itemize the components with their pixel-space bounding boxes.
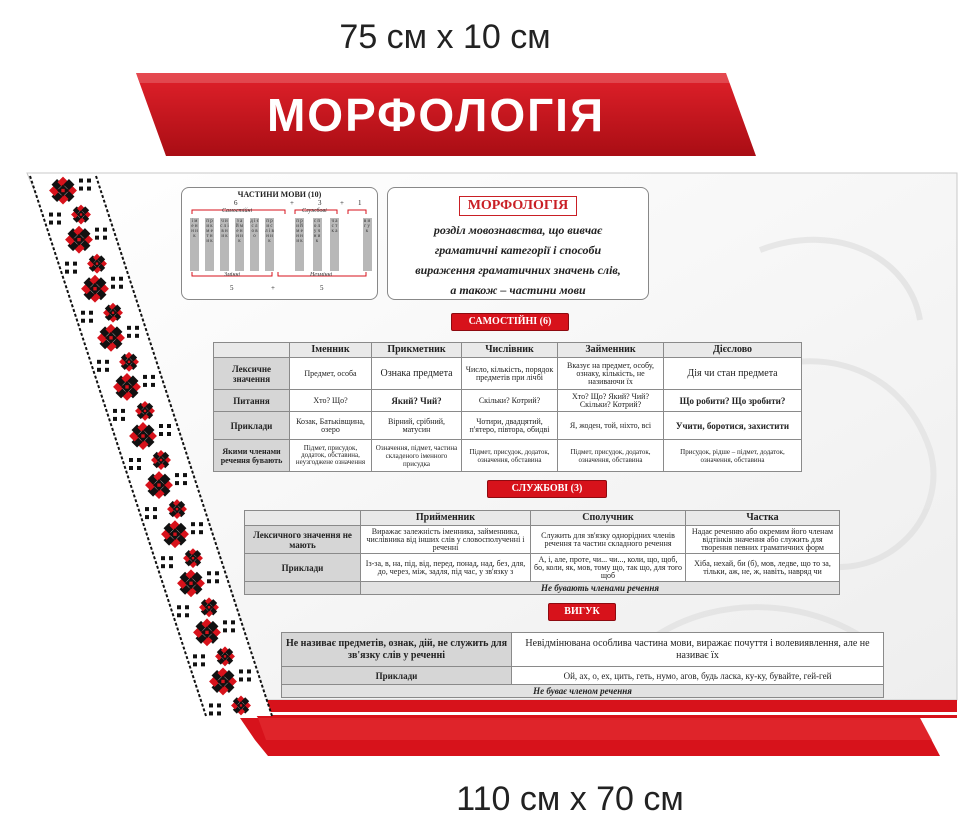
table-cell: Вірний, срібний, матусин xyxy=(372,412,462,440)
count-independent: 6 xyxy=(234,199,238,207)
table-cell: Скільки? Котрий? xyxy=(462,390,558,412)
table-row xyxy=(282,633,884,667)
service-parts-table xyxy=(244,510,840,595)
table-cell: Вказує на предмет, особу, ознаку, кількість, не називаючи їх xyxy=(558,358,664,390)
table-cell: Що робити? Що зробити? xyxy=(664,390,802,412)
changeable-label: Змінні xyxy=(224,272,241,278)
row-label: Якими членами речення бувають xyxy=(214,440,290,472)
definition-box xyxy=(387,187,649,300)
row-label: Лексичне значення xyxy=(214,358,290,390)
banner-title: МОРФОЛОГІЯ xyxy=(266,89,606,141)
bottom-count: 5 xyxy=(230,284,234,292)
group-service-label: Службові xyxy=(302,208,327,214)
header-cell: Дієслово xyxy=(664,343,802,358)
table-cell: Означення, підмет, частина складеного іменного присудка xyxy=(372,440,462,472)
table-row xyxy=(214,358,802,390)
header-cell: Іменник xyxy=(290,343,372,358)
part-of-speech-bar: в и г у к xyxy=(363,218,372,271)
table-cell: Служить для зв'язку однорідних членів речення та частин складного речення xyxy=(531,526,686,554)
table-footer: Не буває членом речення xyxy=(282,685,884,698)
table-cell: Виражає залежність іменника, займенника, числівника від інших слів у словосполученні і реченні xyxy=(361,526,531,554)
bottom-dimension-label: 110 см х 70 см xyxy=(456,780,684,818)
part-of-speech-bar: п р и й м е н н и к xyxy=(295,218,304,271)
table-header-row xyxy=(245,511,840,526)
table-cell: Невідмінювана особлива частина мови, виражає почуття і волевиявлення, але не називає їх xyxy=(512,633,884,667)
row-label: Лексичного значення не мають xyxy=(245,526,361,554)
table-cell: Предмет, особа xyxy=(290,358,372,390)
table-row xyxy=(282,667,884,685)
count-interjection: 1 xyxy=(358,199,362,207)
table-cell: Надає реченню або окремим його членам відтінків значення або служить для творення певних граматичних форм xyxy=(686,526,840,554)
row-label: Питання xyxy=(214,390,290,412)
part-of-speech-bar: ч а с т к а xyxy=(330,218,339,271)
table-cell: Ой, ах, о, ех, цить, геть, нумо, агов, будь ласка, ку-ку, бувайте, гей-гей xyxy=(512,667,884,685)
table-cell: Ознака предмета xyxy=(372,358,462,390)
independent-parts-table xyxy=(213,342,802,472)
top-dimension-label: 75 см х 10 см xyxy=(339,18,551,56)
header-cell: Прийменник xyxy=(361,511,531,526)
table-row xyxy=(214,390,802,412)
header-cell: Сполучник xyxy=(531,511,686,526)
parts-of-speech-box xyxy=(181,187,378,300)
table-cell: Підмет, присудок, додаток, означення, обставина xyxy=(558,440,664,472)
table-cell: Козак, Батьківщина, озеро xyxy=(290,412,372,440)
part-of-speech-bar: п р и с л і в н и к xyxy=(265,218,274,271)
table-row xyxy=(245,526,840,554)
definition-badge: МОРФОЛОГІЯ xyxy=(459,196,578,216)
table-row xyxy=(245,554,840,582)
table-footer-row xyxy=(245,582,840,595)
table-cell: Присудок, рідше – підмет, додаток, означення, обставина xyxy=(664,440,802,472)
table-cell: А, і, але, проте, чи... чи..., коли, що, щоб, бо, коли, як, мов, тому що, так що, для того щоб xyxy=(531,554,686,582)
table-cell: Число, кількість, порядок предметів при лічбі xyxy=(462,358,558,390)
table-cell: Я, жоден, той, ніхто, всі xyxy=(558,412,664,440)
part-of-speech-bar: с п о л у ч н и к xyxy=(313,218,322,271)
table-header-row xyxy=(214,343,802,358)
count-plus: + xyxy=(290,199,294,207)
table-cell: Дія чи стан предмета xyxy=(664,358,802,390)
section-interjection-label: ВИГУК xyxy=(548,603,616,621)
parts-box-title: ЧАСТИНИ МОВИ (10) xyxy=(237,190,322,199)
definition-line: вираження граматичних значень слів, xyxy=(415,263,621,277)
table-cell: Хто? Що? xyxy=(290,390,372,412)
bottom-plus: + xyxy=(271,284,275,292)
table-row xyxy=(214,412,802,440)
part-of-speech-bar: з а й м е н н и к xyxy=(235,218,244,271)
table-footer-row xyxy=(282,685,884,698)
part-of-speech-bar: і м е н н и к xyxy=(190,218,199,271)
unchangeable-label: Незмінні xyxy=(310,272,333,278)
header-cell: Частка xyxy=(686,511,840,526)
table-cell: Учити, боротися, захистити xyxy=(664,412,802,440)
definition-text xyxy=(388,220,648,300)
row-label: Не називає предметів, ознак, дій, не служить для зв'язку слів у реченні xyxy=(282,633,512,667)
definition-line: а також – частини мови xyxy=(450,283,586,297)
header-cell: Займенник xyxy=(558,343,664,358)
table-footer: Не бувають членами речення xyxy=(361,582,840,595)
table-cell: Підмет, присудок, додаток, обставина, неузгоджене означення xyxy=(290,440,372,472)
parts-bars xyxy=(190,218,372,270)
section-service-label: СЛУЖБОВІ (3) xyxy=(487,480,607,498)
table-cell: Із-за, в, на, під, від, перед, понад, над, без, для, до, через, між, задля, під час, у зв'язку з xyxy=(361,554,531,582)
table-row xyxy=(214,440,802,472)
row-label: Приклади xyxy=(214,412,290,440)
header-cell xyxy=(245,511,361,526)
part-of-speech-bar: ч и с л і в н и к xyxy=(220,218,229,271)
definition-line: розділ мовознавства, що вивчає xyxy=(433,223,603,237)
row-label: Приклади xyxy=(245,554,361,582)
part-of-speech-bar: п р и к м е т н и к xyxy=(205,218,214,271)
header-cell: Прикметник xyxy=(372,343,462,358)
part-of-speech-bar: д і є с л о в о xyxy=(250,218,259,271)
table-cell: Який? Чий? xyxy=(372,390,462,412)
row-label: Приклади xyxy=(282,667,512,685)
count-service: 3 xyxy=(318,199,322,207)
group-independent-label: Самостійні xyxy=(222,208,253,214)
table-cell: Чотири, двадцятий, п'ятеро, півтора, обидві xyxy=(462,412,558,440)
table-cell: Підмет, присудок, додаток, означення, обставина xyxy=(462,440,558,472)
bottom-count: 5 xyxy=(320,284,324,292)
table-cell: Хіба, нехай, би (б), мов, ледве, що то за, тільки, аж, не, ж, навіть, навряд чи xyxy=(686,554,840,582)
interjection-table xyxy=(281,632,884,698)
count-plus: + xyxy=(340,199,344,207)
header-cell: Числівник xyxy=(462,343,558,358)
section-independent-label: САМОСТІЙНІ (6) xyxy=(451,313,569,331)
header-cell xyxy=(214,343,290,358)
table-cell: Хто? Що? Який? Чий? Скільки? Котрий? xyxy=(558,390,664,412)
definition-line: граматичні категорії і способи xyxy=(434,243,602,257)
